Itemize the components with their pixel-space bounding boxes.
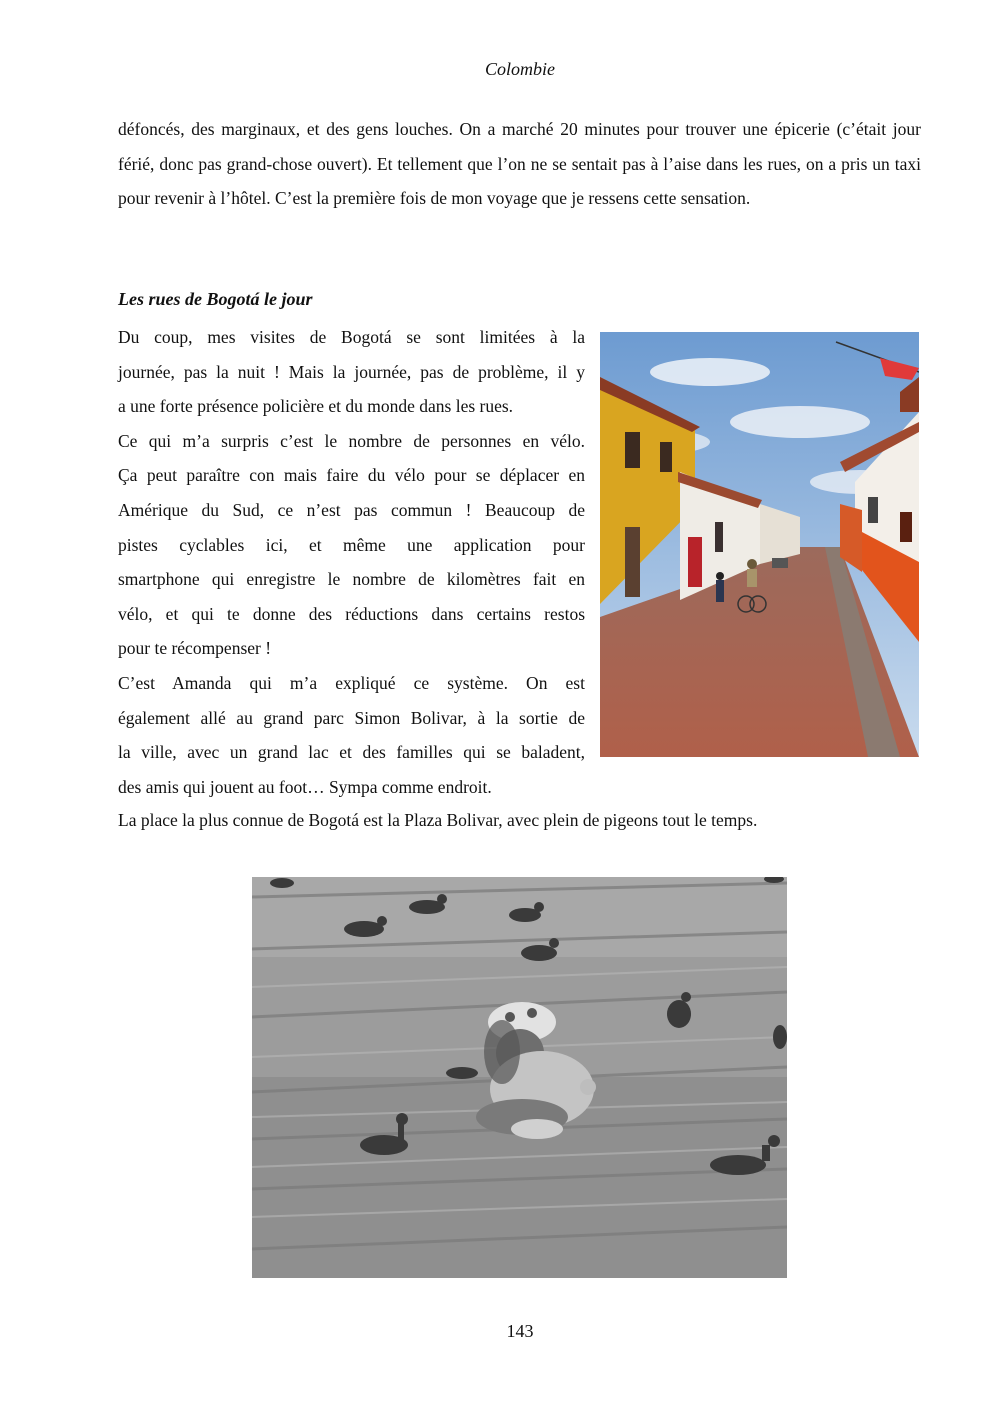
section-title: Les rues de Bogotá le jour <box>118 289 313 309</box>
text-line: C’est Amanda qui m’a expliqué ce système. On est <box>118 672 585 693</box>
text-line: journée, pas la nuit ! Mais la journée, pas de problème, il y <box>118 361 585 382</box>
text-line: également allé au grand parc Simon Bolivar, à la sortie de <box>118 707 585 728</box>
street-photo <box>600 332 919 757</box>
page-number: 143 <box>506 1321 534 1341</box>
running-header: Colombie <box>485 59 555 79</box>
text-line: pistes cyclables ici, et même une application pour <box>118 534 585 555</box>
section-paragraph <box>118 320 585 804</box>
text-line: pour te récompenser ! <box>118 638 272 659</box>
plaza-pigeons-photo <box>252 877 787 1278</box>
text-line: la ville, avec un grand lac et des familles qui se baladent, <box>118 742 585 763</box>
closing-paragraph: La place la plus connue de Bogotá est la Plaza Bolivar, avec plein de pigeons tout le temps. <box>118 810 758 830</box>
text-line: smartphone qui enregistre le nombre de kilomètres fait en <box>118 569 585 590</box>
text-line: des amis qui jouent au foot… Sympa comme endroit. <box>118 776 492 797</box>
text-line: Ça peut paraître con mais faire du vélo pour se déplacer en <box>118 465 585 486</box>
text-line: Du coup, mes visites de Bogotá se sont limitées à la <box>118 327 585 347</box>
text-line: Amérique du Sud, ce n’est pas commun ! Beaucoup de <box>118 499 585 520</box>
text-line: vélo, et qui te donne des réductions dans certains restos <box>118 603 585 624</box>
intro-paragraph: défoncés, des marginaux, et des gens louches. On a marché 20 minutes pour trouver une épicerie (c’était jour férié, donc pas grand-chose ouvert). Et tellement que l’on ne se sentait pas à l’aise dans les rues, on a pris un taxi pour revenir à l’hôtel. C’est la première fois de mon voyage que je ressens cette sensation. <box>118 119 921 209</box>
text-line: Ce qui m’a surpris c’est le nombre de personnes en vélo. <box>118 430 585 451</box>
text-line: a une forte présence policière et du monde dans les rues. <box>118 396 514 417</box>
